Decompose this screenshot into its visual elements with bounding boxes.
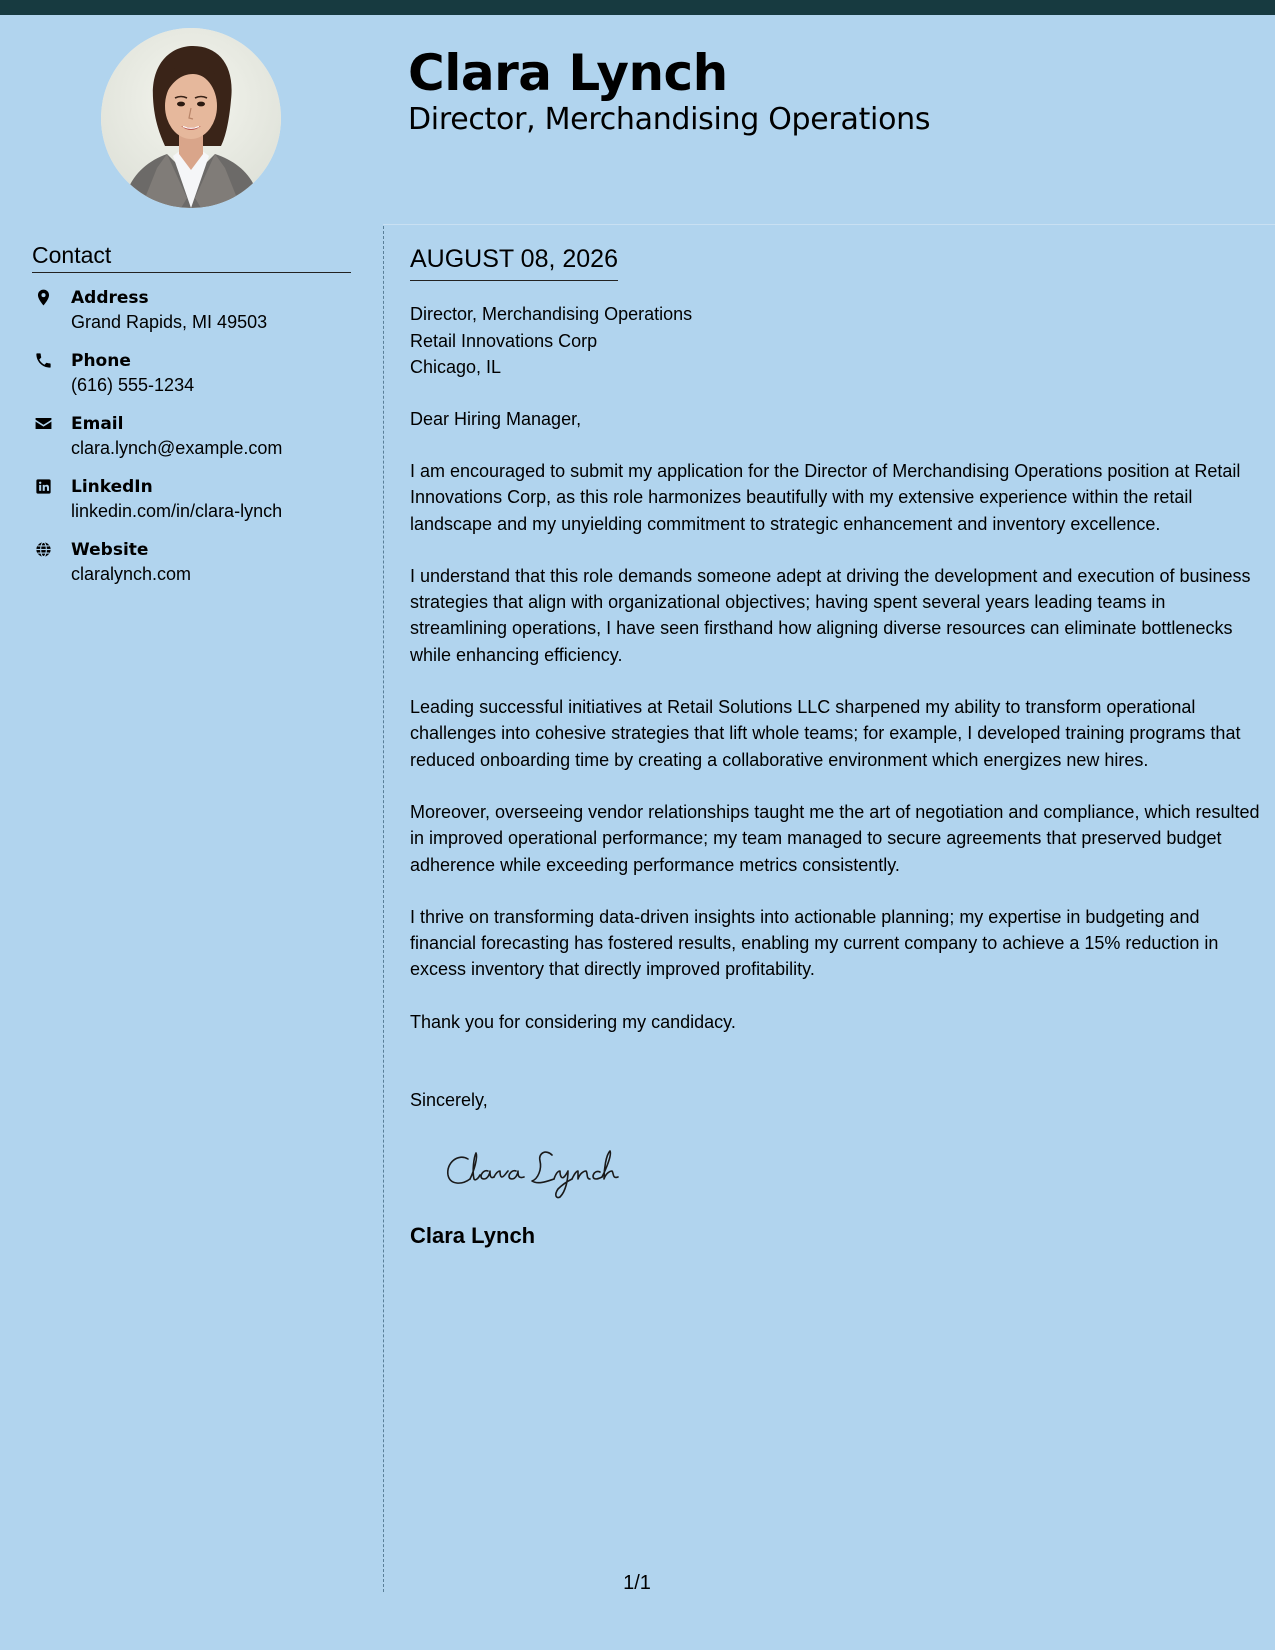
letter-paragraph: I understand that this role demands someone adept at driving the development and execution of business strategies that align with organizational objectives; having spent several years leading teams in streamlining operations, I have seen firsthand how aligning diverse resources can eliminate bottlenecks while enhancing efficiency. (410, 565, 1251, 665)
cover-letter-body (410, 242, 1260, 1251)
letter-paragraph: I am encouraged to submit my application for the Director of Merchandising Operations position at Retail Innovations Corp, as this role harmonizes beautifully with my extensive experience within the retail landscape and my unyielding commitment to strategic enhancement and inventory excellence. (410, 461, 1241, 534)
contact-item-linkedin (32, 475, 351, 538)
contact-label: Address (71, 288, 149, 308)
profile-photo (101, 28, 281, 208)
phone-icon (34, 351, 53, 370)
contact-value: (616) 555-1234 (71, 375, 195, 395)
contact-item-email (32, 412, 351, 475)
contact-value[interactable]: clara.lynch@example.com (71, 438, 283, 458)
envelope-icon (34, 414, 53, 433)
header-divider (383, 224, 1275, 225)
recipient-line: Chicago, IL (410, 357, 502, 377)
applicant-name: Clara Lynch (408, 44, 728, 102)
contact-sidebar (32, 240, 351, 601)
contact-item-website (32, 538, 351, 601)
signer-name: Clara Lynch (410, 1223, 536, 1249)
contact-list (32, 286, 351, 601)
salutation: Dear Hiring Manager, (410, 408, 582, 429)
top-accent-bar (0, 0, 1275, 15)
linkedin-icon (34, 477, 53, 496)
globe-icon (34, 540, 53, 559)
applicant-title: Director, Merchandising Operations (408, 102, 931, 137)
letter-paragraph: Thank you for considering my candidacy. (410, 1011, 736, 1032)
letter-date: AUGUST 08, 2026 (410, 242, 618, 281)
contact-label: Phone (71, 351, 131, 371)
contact-heading: Contact (32, 240, 351, 273)
handwritten-signature (444, 1141, 644, 1201)
contact-value: Grand Rapids, MI 49503 (71, 312, 268, 332)
closing: Sincerely, (410, 1090, 488, 1111)
contact-label: Email (71, 414, 124, 434)
recipient-line: Director, Merchandising Operations (410, 304, 693, 324)
contact-label: Website (71, 540, 149, 560)
letter-paragraph: Leading successful initiatives at Retail Solutions LLC sharpened my ability to transform operational challenges into cohesive strategies that lift whole teams; for example, I developed training programs that reduced onboarding time by creating a collaborative environment which energizes new hires. (410, 697, 1241, 770)
contact-value[interactable]: linkedin.com/in/clara-lynch (71, 501, 283, 521)
recipient-line: Retail Innovations Corp (410, 330, 598, 351)
contact-item-address (32, 286, 351, 349)
location-pin-icon (34, 288, 53, 307)
page-number: 1/1 (623, 1572, 651, 1594)
contact-value[interactable]: claralynch.com (71, 564, 192, 584)
contact-item-phone (32, 349, 351, 412)
column-divider (383, 226, 384, 1592)
contact-label: LinkedIn (71, 477, 153, 497)
recipient-block (410, 301, 1260, 381)
letter-paragraph: Moreover, overseeing vendor relationships taught me the art of negotiation and compliance, which resulted in improved operational performance; my team managed to secure agreements that preserved budget adherence while exceeding performance metrics consistently. (410, 801, 1260, 875)
letter-paragraph: I thrive on transforming data-driven insights into actionable planning; my expertise in budgeting and financial forecasting has fostered results, enabling my current company to achieve a 15% reduction in excess inventory that directly improved profitability. (410, 906, 1219, 980)
